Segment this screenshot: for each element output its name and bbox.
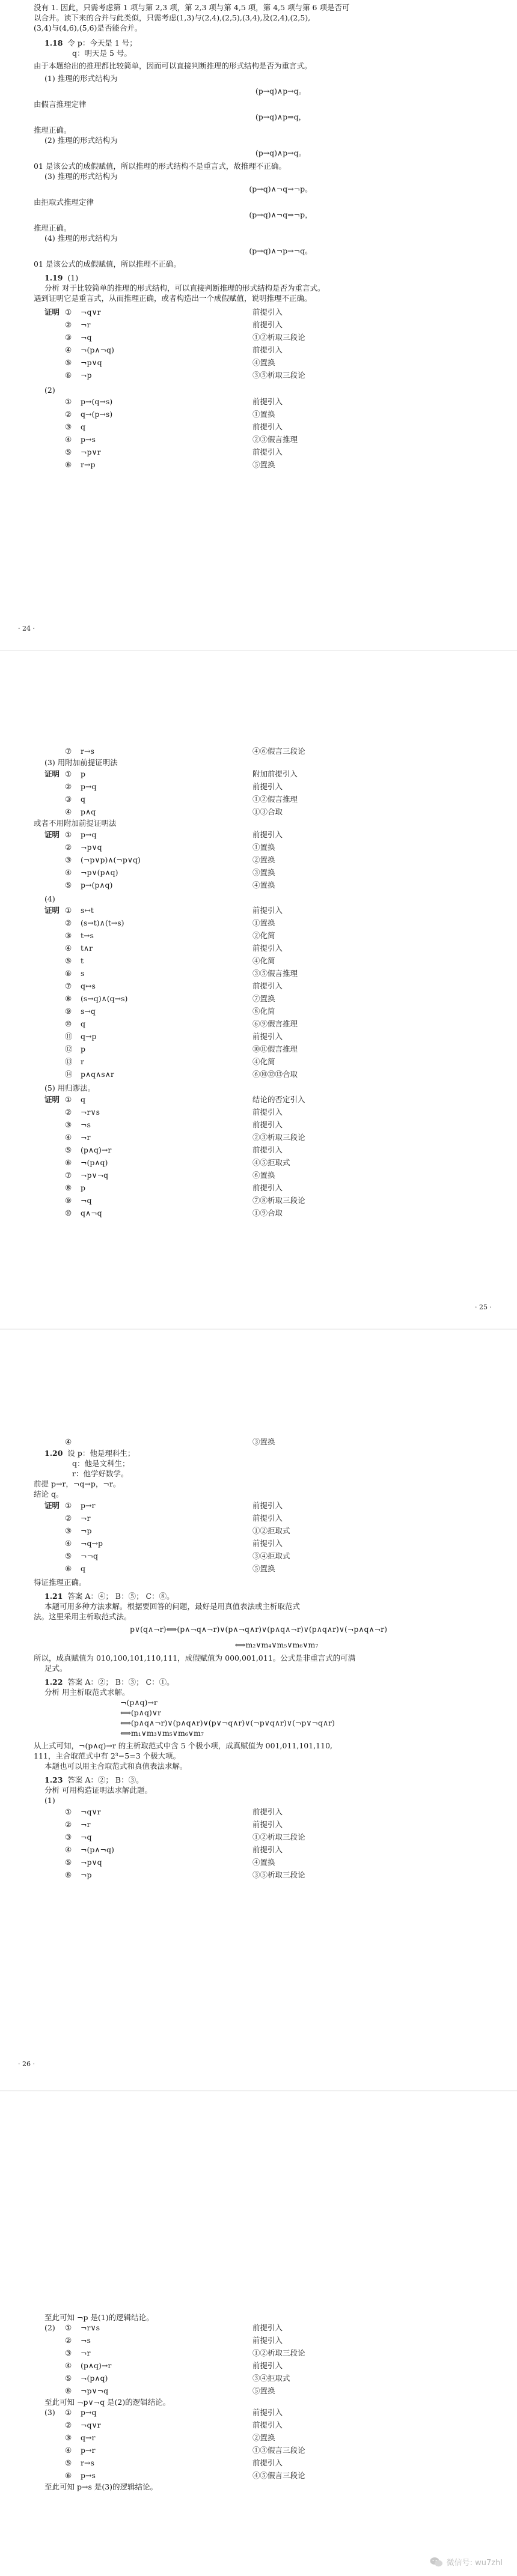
part-label: (2) [44, 2323, 55, 2332]
page-25 [0, 745, 517, 1345]
proof-step: ⑤ ¬p∨q ④置换 [65, 1858, 275, 1867]
part-label: (2) [44, 386, 55, 395]
proof-step: ⑤ (p∧q)→r 前提引入 [65, 1145, 283, 1154]
proof-step: ④ ¬(p∧¬q) 前提引入 [65, 1845, 283, 1854]
proof-block [0, 2406, 517, 2482]
proof-step: ② ¬p∨q ①置换 [65, 843, 275, 852]
page-divider [0, 1329, 517, 1330]
proof-step: ⑥ ¬p ③⑤析取三段论 [65, 371, 305, 380]
answer: 答案 A：②； B：③； C：①。 [67, 1677, 174, 1687]
proof-block [0, 395, 517, 471]
paragraph: 从上式可知，¬(p∧q)→r 的主析取范式中含 5 个极小项，成真赋值为 001,011,101,110, [34, 1741, 333, 1750]
proof-step: 证明 ① p→q 前提引入 [44, 830, 283, 839]
analysis: 分析 用主析取范式求解。 [44, 1688, 130, 1697]
formula: (p→q)∧p⇒q， [255, 112, 307, 121]
proof-step: ⑥ s ③⑤假言推理 [65, 969, 298, 978]
proof-block [0, 1499, 517, 1575]
formula: ⟺(p∧q∧¬r)∨(p∧q∧r)∨(p∨¬q∧r)∨(¬p∨q∧r)∨(¬p∨¬q∧r) [120, 1718, 335, 1727]
analysis: 分析 可用构造证明法求解此题。 [44, 1786, 152, 1795]
proof-step: ⑦ ¬p∨¬q ⑥置换 [65, 1171, 275, 1180]
proof-step: ③ ¬p ①②拒取式 [65, 1526, 290, 1535]
paragraph: 所以，成真赋值为 010,100,101,110,111，成假赋值为 000,001,011。公式是非重言式的可满 [34, 1653, 356, 1662]
proof-block [0, 828, 517, 891]
proof-block [0, 1093, 517, 1219]
proof-step: ⑤ ¬¬q ③④拒取式 [65, 1551, 290, 1560]
proof-step: ④ ¬q→p 前提引入 [65, 1539, 283, 1548]
formula: (p→q)∧p→q。 [255, 148, 307, 157]
premise: 前提 p→r，¬q→p，¬r。 [34, 1479, 121, 1488]
paragraph: 本题也可以用主合取范式和真值表法求解。 [44, 1762, 188, 1771]
proof-step: ③ ¬q ①②析取三段论 [65, 333, 305, 342]
item-label: 01 是该公式的成假赋值，所以推理的形式结构不是重言式，故推理不正确。 [34, 162, 286, 171]
proof-step: 证明 ① p 附加前提引入 [44, 769, 298, 778]
problem-text: q：明天是 5 号。 [72, 49, 132, 58]
proof-step: ③ ¬r ①②析取三段论 [65, 2348, 305, 2357]
page-number: · 25 · [475, 1303, 492, 1311]
part-label: (3) [44, 2408, 55, 2417]
problem-text: q：他是文科生； [72, 1459, 130, 1468]
page-divider [0, 2090, 517, 2091]
problem-number: 1.22 [44, 1677, 63, 1687]
formula: (p→q)∧p→q。 [255, 86, 307, 95]
paragraph: 至此可知 p→s 是(3)的逻辑结论。 [44, 2482, 158, 2491]
proof-step: ③ q ①②假言推理 [65, 795, 298, 804]
proof-step: ⑭ p∧q∧s∧r ⑥⑩⑫⑬合取 [65, 1070, 298, 1079]
intro-line: 以合并。读下来的合并与此类似，只需考虑(1,3)与(2,4),(2,5),(3,4),及(2,4),(2,5), [34, 13, 311, 22]
proof-block [0, 2321, 517, 2397]
formula: (p→q)∧¬p→¬q。 [249, 246, 313, 255]
proof-step: ① ¬q∨r 前提引入 [65, 1807, 283, 1816]
page-27 [0, 2312, 517, 2576]
proof-step: ④ ¬p∨(p∧q) ③置换 [65, 868, 275, 877]
proof-step: ② p→q 前提引入 [65, 782, 283, 791]
problem-number: 1.19 [44, 273, 63, 282]
proof-step: ③ q 前提引入 [65, 422, 283, 431]
proof-step: ⑦ q↔s 前提引入 [65, 981, 283, 990]
formula: ⟺(p∧q)∨r [120, 1708, 161, 1717]
proof-step: ⑤ ¬p∨r 前提引入 [65, 447, 283, 456]
proof-step: ⑥ r→p ⑤置换 [65, 460, 275, 469]
proof-step: ④ p→s ②③假言推理 [65, 435, 298, 444]
proof-block [0, 1805, 517, 1881]
proof-step: ⑥ ¬(p∧q) ④⑤拒取式 [65, 1158, 290, 1167]
proof-step: ④ t∧r 前提引入 [65, 944, 283, 953]
proof-step: ⑤ t ④化简 [65, 956, 275, 965]
proof-step: ⑥ p→s ④⑤假言三段论 [65, 2471, 305, 2480]
proof-step: ⑦ r→s ④⑥假言三段论 [65, 747, 305, 756]
proof-step: ⑧ (s→q)∧(q→s) ⑦置换 [65, 994, 275, 1003]
proof-block [0, 904, 517, 1080]
proof-step: ② (s→t)∧(t→s) ①置换 [65, 918, 275, 927]
proof-step: ⑤ ¬p∨q ④置换 [65, 358, 275, 367]
answer: 答案 A：②； B：③。 [67, 1775, 144, 1784]
part-label: (4) [44, 894, 55, 903]
item-label: 推理正确。 [34, 126, 72, 135]
proof-step: ① ¬r∨s 前提引入 [65, 2323, 283, 2332]
problem-number: 1.21 [44, 1592, 63, 1601]
proof-step: ④ p→r ①③假言三段论 [65, 2446, 305, 2455]
answer: 答案 A：④； B：⑤； C：⑧。 [67, 1592, 174, 1601]
proof-step: ③ ¬q ①②析取三段论 [65, 1832, 305, 1841]
proof-step: ⑩ q∧¬q ①⑨合取 [65, 1208, 283, 1217]
part-label: (3) 用附加前提证明法 [44, 758, 118, 767]
proof-block [0, 306, 517, 381]
problem-text: 令 p：今天是 1 号； [67, 38, 137, 47]
proof-step: ④ ¬r ②③析取三段论 [65, 1133, 305, 1142]
formula: (p→q)∧¬q→¬p。 [249, 184, 313, 193]
proof-step: ② ¬r∨s 前提引入 [65, 1108, 283, 1117]
proof-step: ③ ¬s 前提引入 [65, 1120, 283, 1129]
page-number: · 26 · [18, 2060, 35, 2068]
proof-step: ② ¬r 前提引入 [65, 1820, 283, 1829]
item-label: 推理正确。 [34, 223, 72, 232]
part-label: (1) [44, 1796, 55, 1805]
proof-step: ④ p∧q ①③合取 [65, 807, 283, 816]
paragraph: 足式。 [44, 1664, 67, 1673]
proof-step: ② ¬r 前提引入 [65, 320, 283, 329]
analysis: 分析 对于比较简单的推理的形式结构，可以直接判断推理的形式结构是否为重言式。 [44, 283, 325, 292]
intro-line: (3,4)与(4,6),(5,6)是否能合并。 [34, 23, 142, 32]
wechat-icon [430, 2557, 443, 2568]
proof-step: ② ¬r 前提引入 [65, 1514, 283, 1523]
proof-step: ④ (p∧q)→r 前提引入 [65, 2361, 283, 2370]
page-26 [0, 1435, 517, 2078]
item-label: (2) 推理的形式结构为 [44, 136, 118, 145]
item-label: (1) 推理的形式结构为 [44, 74, 118, 83]
part-label: (1) [67, 273, 79, 282]
formula: (p→q)∧¬q⇒¬p， [249, 210, 313, 219]
page-divider [0, 650, 517, 651]
proof-step: ④ ③置换 [65, 1437, 275, 1446]
paragraph: 法。这里采用主析取范式法。 [34, 1612, 132, 1621]
item-label: 01 是该公式的成假赋值，所以推理不正确。 [34, 259, 181, 268]
proof-step: ⑬ r ④化简 [65, 1057, 275, 1066]
conclusion: 结论 q。 [34, 1490, 64, 1499]
proof-step: ⑤ ¬(p∧q) ③④拒取式 [65, 2374, 290, 2383]
item-label: 由拒取式推理定律 [34, 198, 94, 207]
proof-step: ⑫ p ⑩⑪假言推理 [65, 1044, 298, 1053]
part-label: (5) 用归谬法。 [44, 1083, 96, 1093]
intro-line: 没有 1. 因此，只需考虑第 1 项与第 2,3 项，第 2,3 项与第 4,5 项，第 4,5 项与第 6 项是否可 [34, 3, 350, 12]
item-label: 由假言推理定律 [34, 100, 87, 109]
proof-step: ② ¬q∨r 前提引入 [65, 2420, 283, 2429]
problem-text: 设 p：他是理科生； [67, 1449, 135, 1458]
proof-step: 证明 ① q 结论的否定引入 [44, 1095, 305, 1104]
paragraph: 111，主合取范式中有 2³−5=3 个极大项。 [34, 1751, 181, 1760]
proof-step: ⑧ p 前提引入 [65, 1183, 283, 1192]
proof-step: ⑤ p→(p∧q) ④置换 [65, 880, 275, 889]
problem-number: 1.18 [44, 38, 63, 47]
item-label: (4) 推理的形式结构为 [44, 234, 118, 243]
paragraph: 至此可知 ¬p 是(1)的逻辑结论。 [44, 2313, 154, 2322]
proof-step: ⑥ ¬p∨¬q ⑤置换 [65, 2386, 275, 2395]
watermark-text: 微信号: wu7zhl [446, 2559, 503, 2568]
proof-step: 证明 ① s↔t 前提引入 [44, 906, 283, 915]
proof-step: ⑪ q→p 前提引入 [65, 1032, 283, 1041]
proof-step: ③ t→s ②化简 [65, 931, 275, 940]
paragraph: 至此可知 ¬p∨¬q 是(2)的逻辑结论。 [44, 2398, 171, 2407]
page-number: · 24 · [18, 625, 35, 632]
proof-step: ⑥ ¬p ③⑤析取三段论 [65, 1870, 305, 1879]
item-label: (3) 推理的形式结构为 [44, 172, 118, 181]
analysis: 遇到证明它是重言式，从而推理正确，或者构造出一个成假赋值，说明推理不正确。 [34, 294, 312, 303]
proof-step: ② ¬s 前提引入 [65, 2336, 283, 2345]
proof-step: ① p→q 前提引入 [65, 2408, 283, 2417]
page-24 [0, 0, 517, 649]
watermark [430, 2556, 503, 2568]
formula: ⟺m₁∨m₃∨m₅∨m₆∨m₇ [120, 1729, 204, 1738]
paragraph: 得证推理正确。 [34, 1578, 87, 1587]
paragraph: 由于本题给出的推理都比较简单，因而可以直接判断推理的形式结构是否为重言式。 [34, 61, 312, 70]
proof-step: ⑩ q ⑥⑨假言推理 [65, 1019, 298, 1028]
proof-step: 证明 ① p→r 前提引入 [44, 1501, 283, 1510]
paragraph: 本题可用多种方法求解。根据要回答的问题，最好是用真值表法或主析取范式 [44, 1602, 301, 1611]
formula: p∨(q∧¬r)⟺(p∧¬q∧¬r)∨(p∧¬q∧r)∨(p∧q∧¬r)∨(p∧q∧r)∨(¬p∧q∧¬r) [129, 1625, 387, 1634]
proof-step: ④ ¬(p∧¬q) 前提引入 [65, 345, 283, 354]
proof-step: ⑨ s→q ⑧化简 [65, 1007, 275, 1016]
proof-step: ③ q→r ②置换 [65, 2433, 275, 2442]
proof-step: ⑤ r→s 前提引入 [65, 2458, 283, 2467]
proof-step: 证明 ① ¬q∨r 前提引入 [44, 308, 283, 317]
proof-block [0, 768, 517, 818]
proof-step: ⑥ q ⑤置换 [65, 1564, 275, 1573]
proof-step: ① p→(q→s) 前提引入 [65, 397, 283, 406]
problem-number: 1.23 [44, 1775, 63, 1784]
problem-text: r：他学好数学。 [72, 1469, 129, 1478]
proof-step: ③ (¬p∨p)∧(¬p∨q) ②置换 [65, 855, 275, 864]
formula: ¬(p∧q)→r [120, 1698, 158, 1707]
problem-number: 1.20 [44, 1449, 63, 1458]
formula: ⟺m₂∨m₄∨m₅∨m₆∨m₇ [234, 1640, 319, 1649]
proof-step: ⑨ ¬q ⑦⑧析取三段论 [65, 1196, 305, 1205]
proof-step: ② q→(p→s) ①置换 [65, 410, 275, 419]
paragraph: 或者不用附加前提证明法 [34, 819, 117, 828]
